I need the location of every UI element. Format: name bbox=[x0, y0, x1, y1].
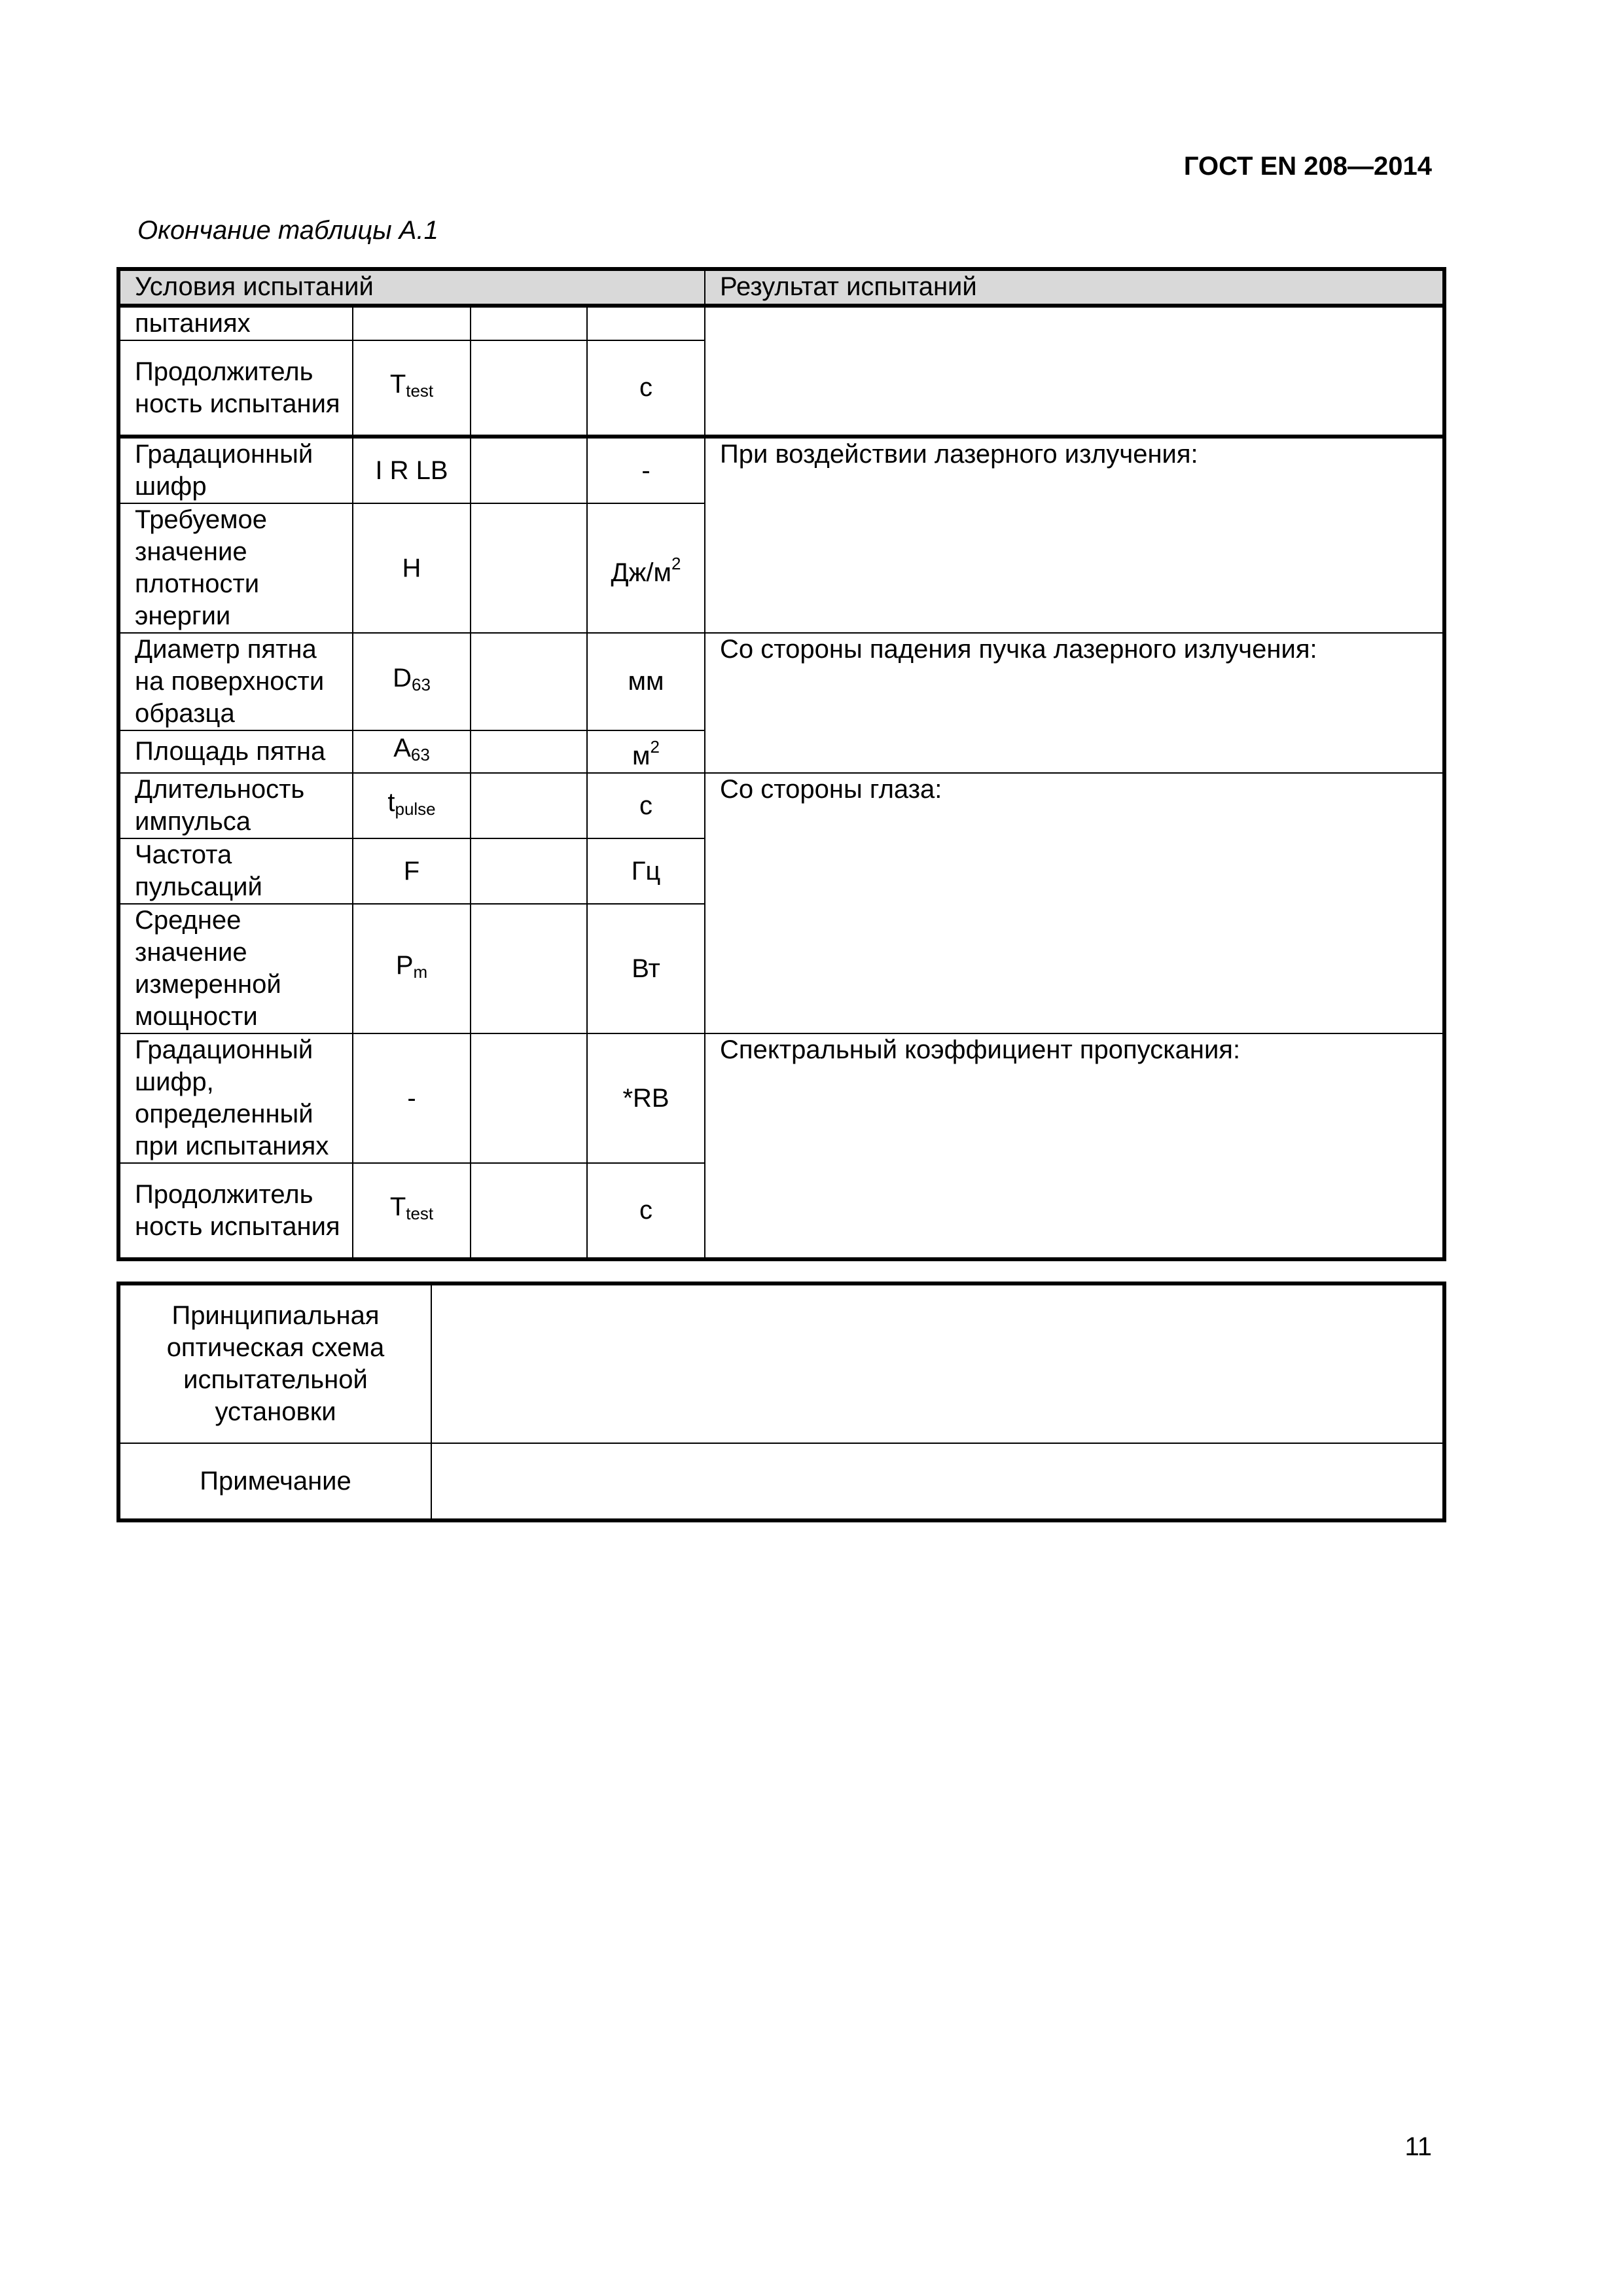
table-row bbox=[118, 306, 1444, 340]
unit-cell: $м^2$ bbox=[587, 730, 705, 773]
unit-cell: с bbox=[587, 340, 705, 437]
value-cell bbox=[471, 340, 587, 437]
unit-cell: Вт bbox=[587, 904, 705, 1033]
value-cell bbox=[471, 1033, 587, 1163]
table-row bbox=[118, 1033, 1444, 1163]
table-row bbox=[118, 773, 1444, 838]
unit-cell: с bbox=[587, 773, 705, 838]
symbol-cell: $D_{63}$ bbox=[353, 633, 471, 730]
value-cell bbox=[471, 1163, 587, 1259]
param-cell: Градационный шифр bbox=[118, 437, 353, 503]
symbol-cell bbox=[353, 306, 471, 340]
table-row bbox=[118, 1443, 1444, 1520]
result-cell-beam-side: Со стороны падения пучка лазерного излучения: bbox=[705, 633, 1444, 773]
unit-cell: Гц bbox=[587, 838, 705, 904]
value-cell bbox=[471, 838, 587, 904]
param-cell: Продолжитель ность испытания bbox=[118, 1163, 353, 1259]
param-cell: Градационный шифр, определенный при испытаниях bbox=[118, 1033, 353, 1163]
symbol-cell: F bbox=[353, 838, 471, 904]
table-header-row bbox=[118, 269, 1444, 306]
result-cell-spectral-transmittance: Спектральный коэффициент пропускания: bbox=[705, 1033, 1444, 1259]
symbol-cell: $T_{test}$ bbox=[353, 1163, 471, 1259]
value-cell bbox=[471, 730, 587, 773]
param-cell: Требуемое значение плотности энергии bbox=[118, 503, 353, 633]
symbol-cell: I R LB bbox=[353, 437, 471, 503]
unit-cell: $Дж/м^2$ bbox=[587, 503, 705, 633]
table-caption: Окончание таблицы А.1 bbox=[137, 216, 438, 245]
optical-scheme-value bbox=[431, 1283, 1444, 1443]
unit-cell bbox=[587, 306, 705, 340]
param-cell: Диаметр пятна на поверхности образца bbox=[118, 633, 353, 730]
unit-cell: с bbox=[587, 1163, 705, 1259]
header-results: Результат испытаний bbox=[705, 269, 1444, 306]
page-number: 11 bbox=[1404, 2132, 1432, 2161]
value-cell bbox=[471, 633, 587, 730]
unit-cell: *RB bbox=[587, 1033, 705, 1163]
table-row bbox=[118, 1283, 1444, 1443]
unit-cell: мм bbox=[587, 633, 705, 730]
symbol-cell: $P_m$ bbox=[353, 904, 471, 1033]
table-row bbox=[118, 633, 1444, 730]
test-conditions-table bbox=[116, 267, 1446, 1261]
note-value bbox=[431, 1443, 1444, 1520]
setup-notes-table bbox=[116, 1282, 1446, 1522]
optical-scheme-label: Принципиальная оптическая схема испытательной установки bbox=[118, 1283, 431, 1443]
value-cell bbox=[471, 437, 587, 503]
symbol-cell: H bbox=[353, 503, 471, 633]
document-number: ГОСТ EN 208—2014 bbox=[1183, 152, 1432, 181]
param-cell: Частота пульсаций bbox=[118, 838, 353, 904]
value-cell bbox=[471, 773, 587, 838]
result-cell-eye-side: Со стороны глаза: bbox=[705, 773, 1444, 1033]
symbol-cell: $T_{test}$ bbox=[353, 340, 471, 437]
unit-cell: - bbox=[587, 437, 705, 503]
param-cell: Среднее значение измеренной мощности bbox=[118, 904, 353, 1033]
param-cell: пытаниях bbox=[118, 306, 353, 340]
param-cell: Площадь пятна bbox=[118, 730, 353, 773]
value-cell bbox=[471, 503, 587, 633]
param-cell: Длительность импульса bbox=[118, 773, 353, 838]
table-row bbox=[118, 437, 1444, 503]
symbol-cell: - bbox=[353, 1033, 471, 1163]
result-cell bbox=[705, 306, 1444, 437]
symbol-cell: $A_{63}$ bbox=[353, 730, 471, 773]
result-cell-laser-exposure: При воздействии лазерного излучения: bbox=[705, 437, 1444, 633]
value-cell bbox=[471, 904, 587, 1033]
note-label: Примечание bbox=[118, 1443, 431, 1520]
header-conditions: Условия испытаний bbox=[118, 269, 705, 306]
value-cell bbox=[471, 306, 587, 340]
param-cell: Продолжитель ность испытания bbox=[118, 340, 353, 437]
symbol-cell: $t_{pulse}$ bbox=[353, 773, 471, 838]
